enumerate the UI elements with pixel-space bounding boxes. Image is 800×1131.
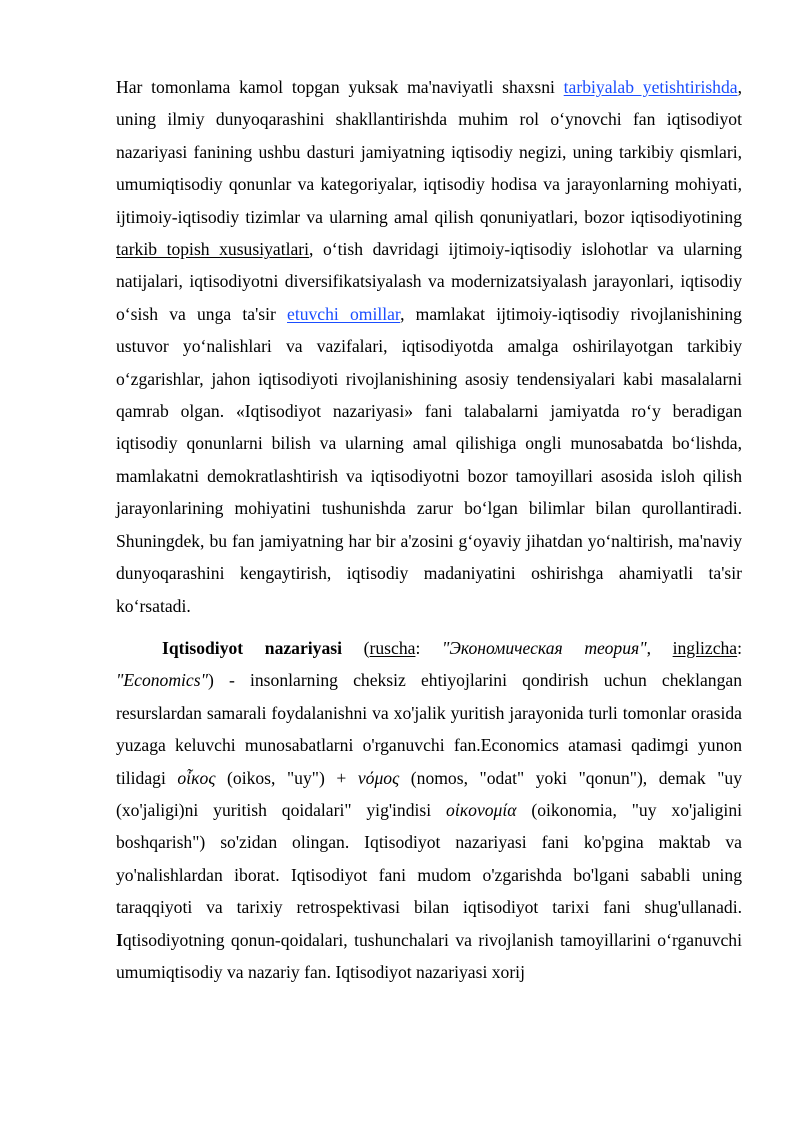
link-inglizcha[interactable]: inglizcha: [672, 637, 738, 658]
link-tarbiyalab-yetishtirishda[interactable]: tarbiyalab yetishtirishda: [563, 77, 738, 97]
greek-word-nomos: νόμος: [357, 767, 400, 788]
text-run: (nomos, "odat" yoki "qonun"), demak "uy (xo'jaligi)ni yuritish qoidalari" yig'indisi: [116, 767, 742, 820]
link-ruscha[interactable]: ruscha: [369, 637, 416, 658]
link-tarkib-topish-xususiyatlari[interactable]: tarkib topish xususiyatlari: [116, 239, 310, 260]
text-run: (oikonomia, "uy xo'jaligini boshqarish") so'zidan olingan. Iqtisodiyot nazariyasi fani ko'pgina maktab va yo'nalishlardan iborat. Iqtisodiyot fani mudom o'zgarishda bo'lgani sababli uning taraqqiyoti va tarixiy retrospektivasi bilan iqtisodiyot tarixi fani shug'ullanadi.: [116, 799, 742, 918]
text-run: :: [737, 637, 742, 658]
text-run: ,: [646, 637, 673, 658]
greek-word-oikonomia: οἰκονομία: [446, 799, 517, 820]
text-run: , o‘tish davridagi ijtimoiy-iqtisodiy islohotlar va ularning natijalari, iqtisodiyotni diversifikatsiyalash va modernizatsiyalash jarayonlari, iqtisodiy o‘sish va unga ta'sir: [116, 239, 742, 324]
russian-term: "Экономическая теория": [442, 637, 647, 658]
bold-initial: I: [116, 929, 123, 950]
term-heading: Iqtisodiyot nazariyasi: [162, 637, 343, 658]
paragraph-definition: [116, 632, 742, 988]
link-etuvchi-omillar[interactable]: etuvchi omillar: [287, 303, 401, 324]
english-term: "Economics": [116, 670, 208, 691]
text-run: (oikos, "uy") +: [215, 767, 358, 788]
text-run: qtisodiyotning qonun-qoidalari, tushunchalari va rivojlanish tamoyillarini o‘rganuvchi umumiqtisodiy va nazariy fan. Iqtisodiyot nazariyasi xorij: [116, 929, 742, 982]
text-run: Har tomonlama kamol topgan yuksak ma'naviyatli shaxsni: [116, 77, 564, 97]
text-run: :: [415, 637, 442, 658]
paragraph-intro: [116, 71, 742, 622]
text-run: (: [342, 637, 370, 658]
greek-word-oikos: οἶκος: [177, 767, 216, 788]
text-run: , uning ilmiy dunyoqarashini shakllantirishda muhim rol o‘ynovchi fan iqtisodiyot nazariyasi fanining ushbu dasturi jamiyatning iqtisodiy negizi, uning tarkibiy qismlari, umumiqtisodiy qonunlar va kategoriyalar, iqtisodiy hodisa va jarayonlarning mohiyati, ijtimoiy-iqtisodiy tizimlar va ularning amal qilish qonuniyatlari, bozor iqtisodiyotining: [116, 77, 742, 227]
text-run: ) - insonlarning cheksiz ehtiyojlarini qondirish uchun cheklangan resurslardan samarali foydalanishni va xo'jalik yuritish jarayonida turli tomonlar orasida yuzaga keluvchi munosabatlarni o'rganuvchi fan.Economics atamasi qadimgi yunon tilidagi: [116, 670, 742, 788]
document-page: [116, 71, 742, 988]
text-run: , mamlakat ijtimoiy-iqtisodiy rivojlanishining ustuvor yo‘nalishlari va vazifalari, iqtisodiyotda amalga oshirilayotgan tarkibiy o‘zgarishlar, jahon iqtisodiyoti rivojlanishining asosiy tendensiyalari kabi masalalarni qamrab olgan. «Iqtisodiyot nazariyasi» fani talabalarni jamiyatda ro‘y beradigan iqtisodiy qonunlarni bilish va ularning amal qilishiga ongli munosabatda bo‘lishda, mamlakatni demokratlashtirish va iqtisodiyotni bozor tamoyillari asosida isloh qilish jarayonlarining mohiyatini tushunishda zarur bo‘lgan bilimlar bilan qurollantiradi. Shuningdek, bu fan jamiyatning har bir a'zosini g‘oyaviy jihatdan yo‘naltirish, ma'naviy dunyoqarashini kengaytirish, iqtisodiy madaniyatini oshirishga ahamiyatli ta'sir ko‘rsatadi.: [116, 303, 742, 616]
